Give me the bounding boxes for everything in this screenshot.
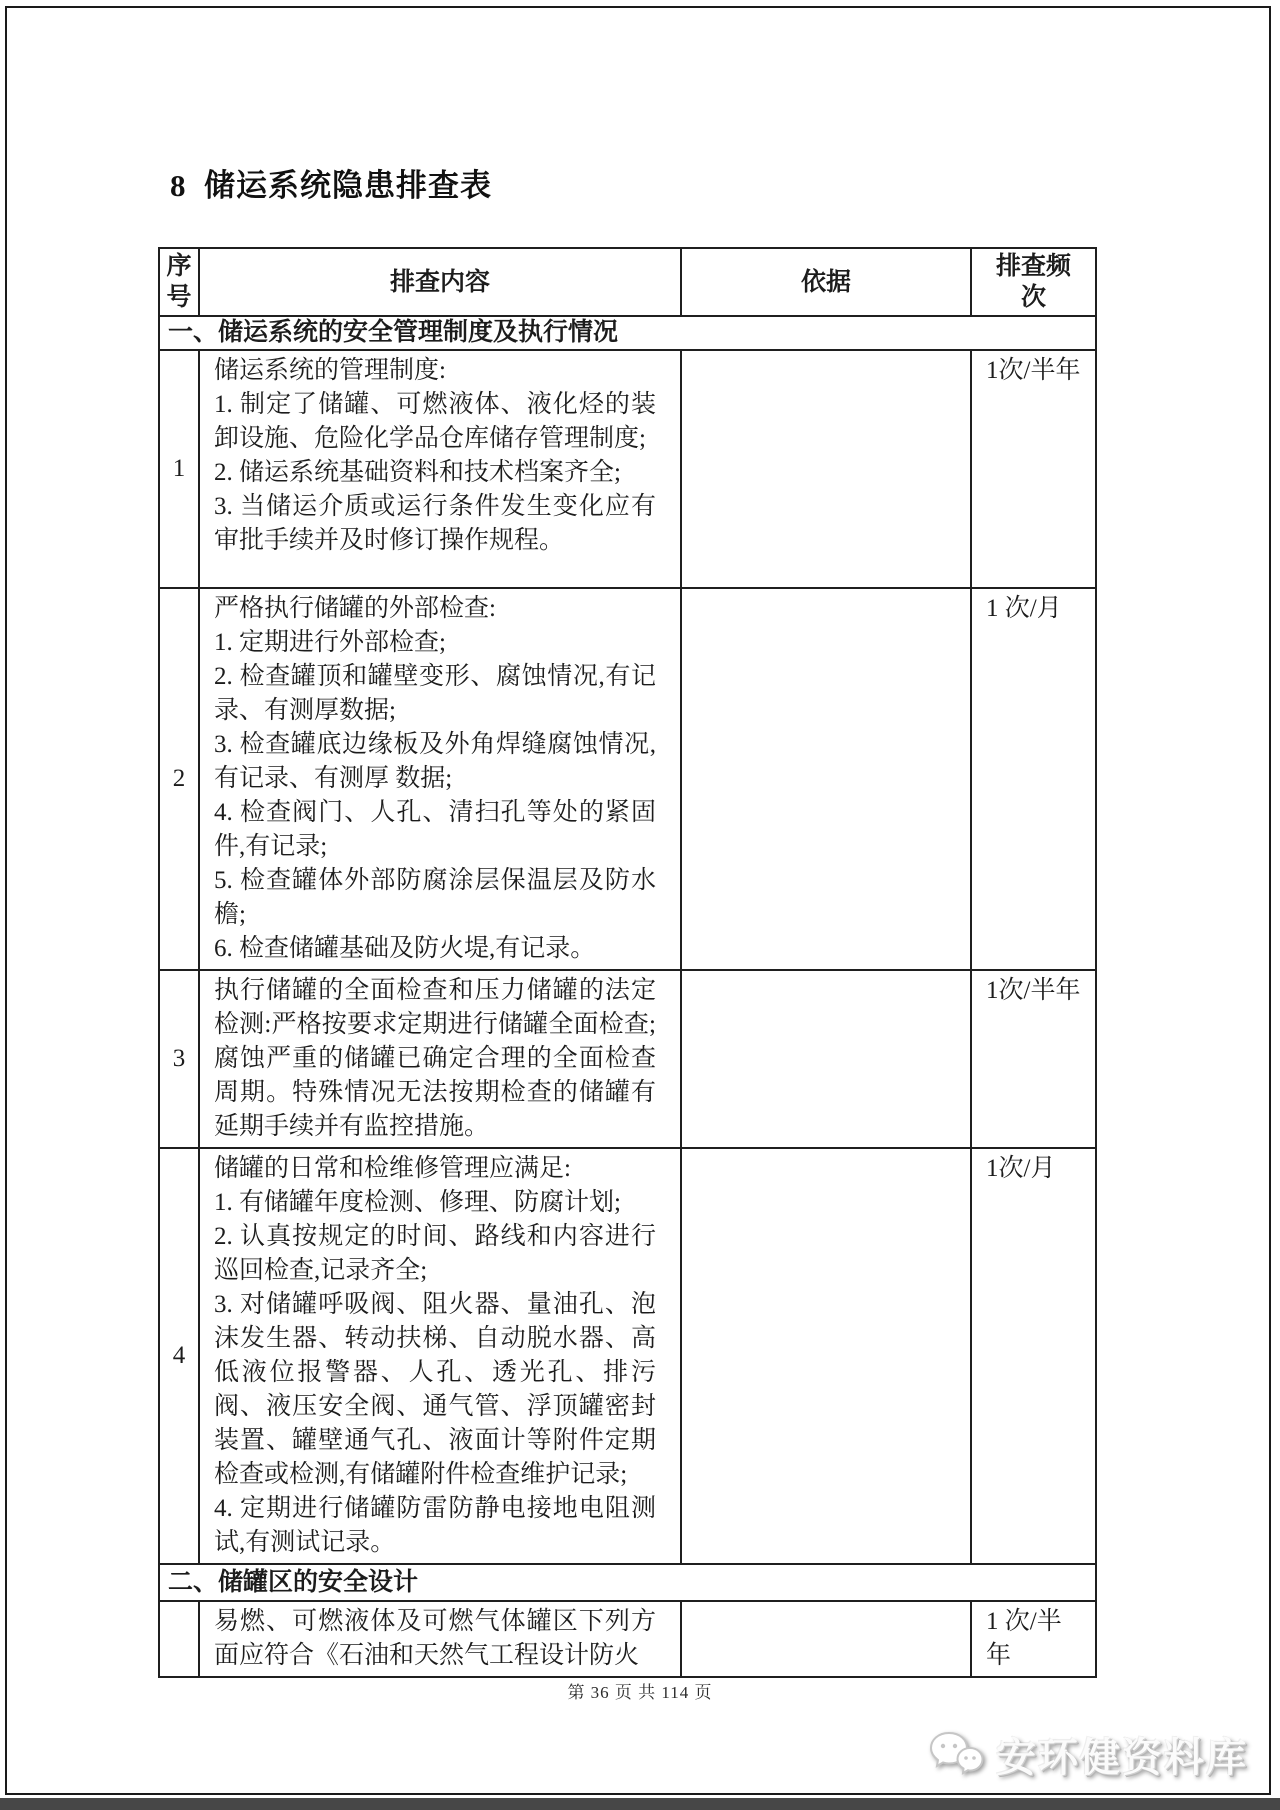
- table-row-5: [159, 1601, 1096, 1677]
- row-basis: [681, 350, 971, 588]
- col-header-no: 序号: [159, 248, 199, 316]
- row-number: 2: [159, 588, 199, 970]
- row-number: 1: [159, 350, 199, 588]
- wechat-icon: [928, 1730, 986, 1780]
- table-row-2: [159, 588, 1096, 970]
- section-row-1: [159, 316, 1096, 350]
- col-header-frequency: 排查频次: [971, 248, 1096, 316]
- row-basis: [681, 588, 971, 970]
- table-row-3: [159, 970, 1096, 1148]
- row-content: 储运系统的管理制度: 1. 制定了储罐、可燃液体、液化烃的装卸设施、危险化学品仓库储存管理制度; 2. 储运系统基础资料和技术档案齐全; 3. 当储运介质或运行条件发生变化应有审批手续并及时修订操作规程。: [199, 350, 681, 588]
- section-title-2: 二、储罐区的安全设计: [159, 1564, 1096, 1601]
- row-number: 3: [159, 970, 199, 1148]
- section-title-1: 一、储运系统的安全管理制度及执行情况: [159, 316, 1096, 350]
- row-frequency: 1 次/半年: [971, 1601, 1096, 1677]
- row-frequency: 1次/月: [971, 1148, 1096, 1564]
- row-content: 易燃、可燃液体及可燃气体罐区下列方面应符合《石油和天然气工程设计防火: [199, 1601, 681, 1677]
- table-row-1: [159, 350, 1096, 588]
- row-number: [159, 1601, 199, 1677]
- watermark-text: 安环健资料库: [996, 1735, 1248, 1780]
- page-footer: 第 36 页 共 114 页: [567, 1683, 713, 1702]
- page-title: 8 储运系统隐患排查表: [170, 168, 492, 203]
- row-content: 执行储罐的全面检查和压力储罐的法定检测:严格按要求定期进行储罐全面检查;腐蚀严重的储罐已确定合理的全面检查周期。特殊情况无法按期检查的储罐有延期手续并有监控措施。: [199, 970, 681, 1148]
- col-header-content: 排查内容: [199, 248, 681, 316]
- row-basis: [681, 970, 971, 1148]
- row-frequency: 1次/半年: [971, 970, 1096, 1148]
- row-basis: [681, 1601, 971, 1677]
- row-frequency: 1次/半年: [971, 350, 1096, 588]
- row-basis: [681, 1148, 971, 1564]
- row-frequency: 1 次/月: [971, 588, 1096, 970]
- watermark: [928, 1726, 1248, 1783]
- row-content: 储罐的日常和检维修管理应满足: 1. 有储罐年度检测、修理、防腐计划; 2. 认真按规定的时间、路线和内容进行巡回检查,记录齐全; 3. 对储罐呼吸阀、阻火器、量油孔、泡沫发生器、转动扶梯、自动脱水器、高低液位报警器、人孔、透光孔、排污阀、液压安全阀、通气管、浮顶罐密封装置、罐壁通气孔、液面计等附件定期检查或检测,有储罐附件检查维护记录; 4. 定期进行储罐防雷防静电接地电阻测试,有测试记录。: [199, 1148, 681, 1564]
- table-row-4: [159, 1148, 1096, 1564]
- inspection-table: [158, 247, 1097, 1678]
- page-bottom-edge: [0, 1798, 1280, 1810]
- section-row-2: [159, 1564, 1096, 1601]
- row-content: 严格执行储罐的外部检查: 1. 定期进行外部检查; 2. 检查罐顶和罐壁变形、腐蚀情况,有记录、有测厚数据; 3. 检查罐底边缘板及外角焊缝腐蚀情况,有记录、有测厚 数据; 4. 检查阀门、人孔、清扫孔等处的紧固件,有记录; 5. 检查罐体外部防腐涂层保温层及防水檐; 6. 检查储罐基础及防火堤,有记录。: [199, 588, 681, 970]
- table-header-row: [159, 248, 1096, 316]
- row-number: 4: [159, 1148, 199, 1564]
- col-header-basis: 依据: [681, 248, 971, 316]
